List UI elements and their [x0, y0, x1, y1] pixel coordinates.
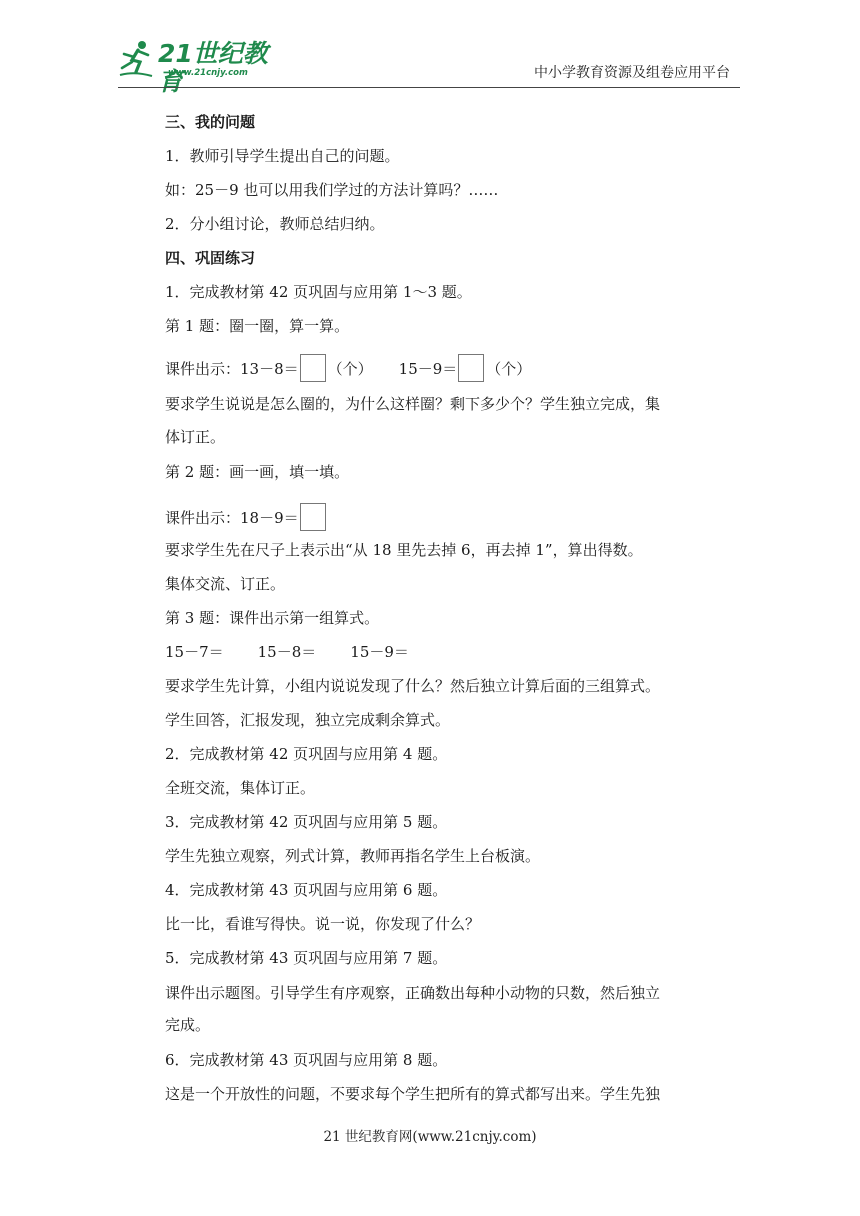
paragraph: 这是一个开放性的问题，不要求每个学生把所有的算式都写出来。学生先独	[165, 1085, 661, 1103]
unit-label: （个）	[486, 360, 532, 378]
platform-name: 中小学教育资源及组卷应用平台	[534, 65, 730, 81]
paragraph: 4．完成教材第 43 页巩固与应用第 6 题。	[165, 881, 448, 899]
paragraph: 要求学生说说是怎么圈的，为什么这样圈？剩下多少个？学生独立完成，集	[165, 395, 661, 413]
exercise-1-display	[165, 356, 531, 384]
paragraph: 要求学生先计算，小组内说说发现了什么？然后独立计算后面的三组算式。	[165, 677, 661, 695]
header-divider	[118, 87, 740, 88]
paragraph: 5．完成教材第 43 页巩固与应用第 7 题。	[165, 949, 448, 967]
equation: 15－9＝	[350, 643, 409, 661]
paragraph: 比一比，看谁写得快。说一说，你发现了什么？	[165, 915, 481, 933]
paragraph-continued: 体订正。	[165, 428, 226, 446]
paragraph: 6．完成教材第 43 页巩固与应用第 8 题。	[165, 1051, 448, 1069]
exercise-equation: 15－9＝	[398, 360, 458, 378]
paragraph: 3．完成教材第 42 页巩固与应用第 5 题。	[165, 813, 448, 831]
unit-label: （个）	[327, 360, 373, 378]
site-logo[interactable]	[118, 38, 288, 96]
answer-box	[300, 503, 326, 531]
paragraph: 学生回答，汇报发现，独立完成剩余算式。	[165, 711, 451, 729]
exercise-2-display	[165, 505, 328, 533]
exercise-prefix: 课件出示：18－9＝	[165, 509, 299, 527]
paragraph: 集体交流、订正。	[165, 575, 286, 593]
paragraph-continued: 完成。	[165, 1016, 211, 1034]
exercise-prefix: 课件出示：13－8＝	[165, 360, 299, 378]
logo-text: 21世纪教育	[158, 39, 268, 96]
paragraph: 1．教师引导学生提出自己的问题。	[165, 147, 400, 165]
answer-box	[300, 354, 326, 382]
page-footer: 21 世纪教育网(www.21cnjy.com)	[323, 1129, 537, 1145]
paragraph: 课件出示题图。引导学生有序观察，正确数出每种小动物的只数，然后独立	[165, 984, 661, 1002]
paragraph: 第 3 题：课件出示第一组算式。	[165, 609, 380, 627]
section-heading-4: 四、巩固练习	[165, 249, 256, 267]
paragraph: 2．分小组讨论，教师总结归纳。	[165, 215, 385, 233]
equation: 15－7＝	[165, 643, 224, 661]
paragraph: 第 1 题：圈一圈，算一算。	[165, 317, 350, 335]
paragraph: 第 2 题：画一画，填一填。	[165, 463, 350, 481]
running-figure-logo-icon	[118, 38, 158, 82]
paragraph: 2．完成教材第 42 页巩固与应用第 4 题。	[165, 745, 448, 763]
paragraph: 学生先独立观察，列式计算，教师再指名学生上台板演。	[165, 847, 541, 865]
paragraph: 1．完成教材第 42 页巩固与应用第 1～3 题。	[165, 283, 472, 301]
page-header	[0, 0, 860, 96]
equation: 15－8＝	[257, 643, 317, 661]
equation-row	[165, 642, 409, 662]
paragraph: 全班交流，集体订正。	[165, 779, 316, 797]
section-heading-3: 三、我的问题	[165, 113, 256, 131]
paragraph: 要求学生先在尺子上表示出“从 18 里先去掉 6，再去掉 1”，算出得数。	[165, 541, 643, 559]
logo-url: www.21cnjy.com	[168, 68, 248, 78]
paragraph: 如：25－9 也可以用我们学过的方法计算吗？……	[165, 181, 499, 199]
answer-box	[458, 354, 484, 382]
